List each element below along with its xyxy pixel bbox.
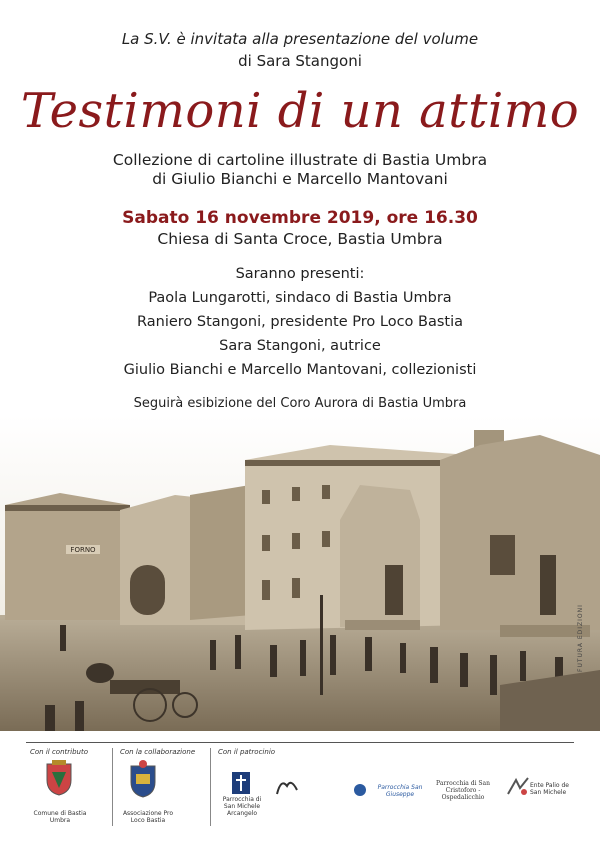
choir-note: Seguirà esibizione del Coro Aurora di Bastia Umbra xyxy=(133,396,467,411)
presenter-name: Paola Lungarotti xyxy=(148,290,266,306)
contributo-block xyxy=(30,748,88,756)
shop-sign: FORNO xyxy=(70,546,96,554)
event-date: Sabato 16 novembre 2019, ore 16.30 xyxy=(122,208,478,228)
sponsor-caption: Parrocchia di San Michele Arcangelo xyxy=(222,796,262,817)
sponsor-caption: Parrocchia San Giuseppe xyxy=(377,784,423,798)
presenter-name: Giulio Bianchi e Marcello Mantovani xyxy=(123,362,383,378)
presenter-line xyxy=(0,362,600,378)
invitation-line: La S.V. è invitata alla presentazione del volume xyxy=(121,30,479,48)
footer-divider xyxy=(26,742,574,743)
book-title: Testimoni di un attimo xyxy=(20,83,580,139)
presenter-role: , presidente Pro Loco Bastia xyxy=(261,314,464,330)
presenter-line xyxy=(0,290,600,306)
presenter-role: , collezionisti xyxy=(382,362,477,378)
collaborazione-label: Con la collaborazione xyxy=(120,748,196,756)
footer-separator xyxy=(210,748,211,826)
sponsor-caption: Ente Palio de San Michele xyxy=(530,782,569,796)
presenter-name: Sara Stangoni xyxy=(219,338,321,354)
collaborazione-block xyxy=(120,748,195,756)
presenter-name: Raniero Stangoni xyxy=(136,314,262,330)
contributo-label: Con il contributo xyxy=(30,748,88,756)
presenters-heading: Saranno presenti: xyxy=(235,266,365,282)
proloco-crest-icon xyxy=(128,760,158,798)
event-place: Chiesa di Santa Croce, Bastia Umbra xyxy=(157,230,443,248)
subtitle-line-1: Collezione di cartoline illustrate di Bastia Umbra xyxy=(112,151,488,169)
proloco-caption: Associazione Pro Loco Bastia xyxy=(122,810,174,824)
presenter-role: , sindaco di Bastia Umbra xyxy=(265,290,452,306)
palio-logo-icon xyxy=(506,776,530,798)
presenter-line xyxy=(0,314,600,330)
presenter-line xyxy=(0,338,600,354)
historic-square-photo xyxy=(0,415,600,731)
footer-separator xyxy=(112,748,113,826)
presenter-role: , autrice xyxy=(320,338,381,354)
patrocinio-label: Con il patrocinio xyxy=(218,748,276,756)
sponsor-caption: Parrocchia di San Cristoforo - Ospedalicchio xyxy=(436,780,490,801)
parish-michele-logo-icon xyxy=(232,772,250,794)
subtitle-line-2: di Giulio Bianchi e Marcello Mantovani xyxy=(152,170,448,188)
publisher-mark: FUTURA EDIZIONI xyxy=(577,604,584,672)
author-line: di Sara Stangoni xyxy=(238,52,362,70)
parish-giuseppe-logo-icon xyxy=(352,782,372,798)
patrocinio-block xyxy=(218,748,275,756)
bishop-logo-icon xyxy=(275,776,299,796)
comune-caption: Comune di Bastia Umbra xyxy=(33,810,87,824)
comune-crest-icon xyxy=(44,760,74,796)
